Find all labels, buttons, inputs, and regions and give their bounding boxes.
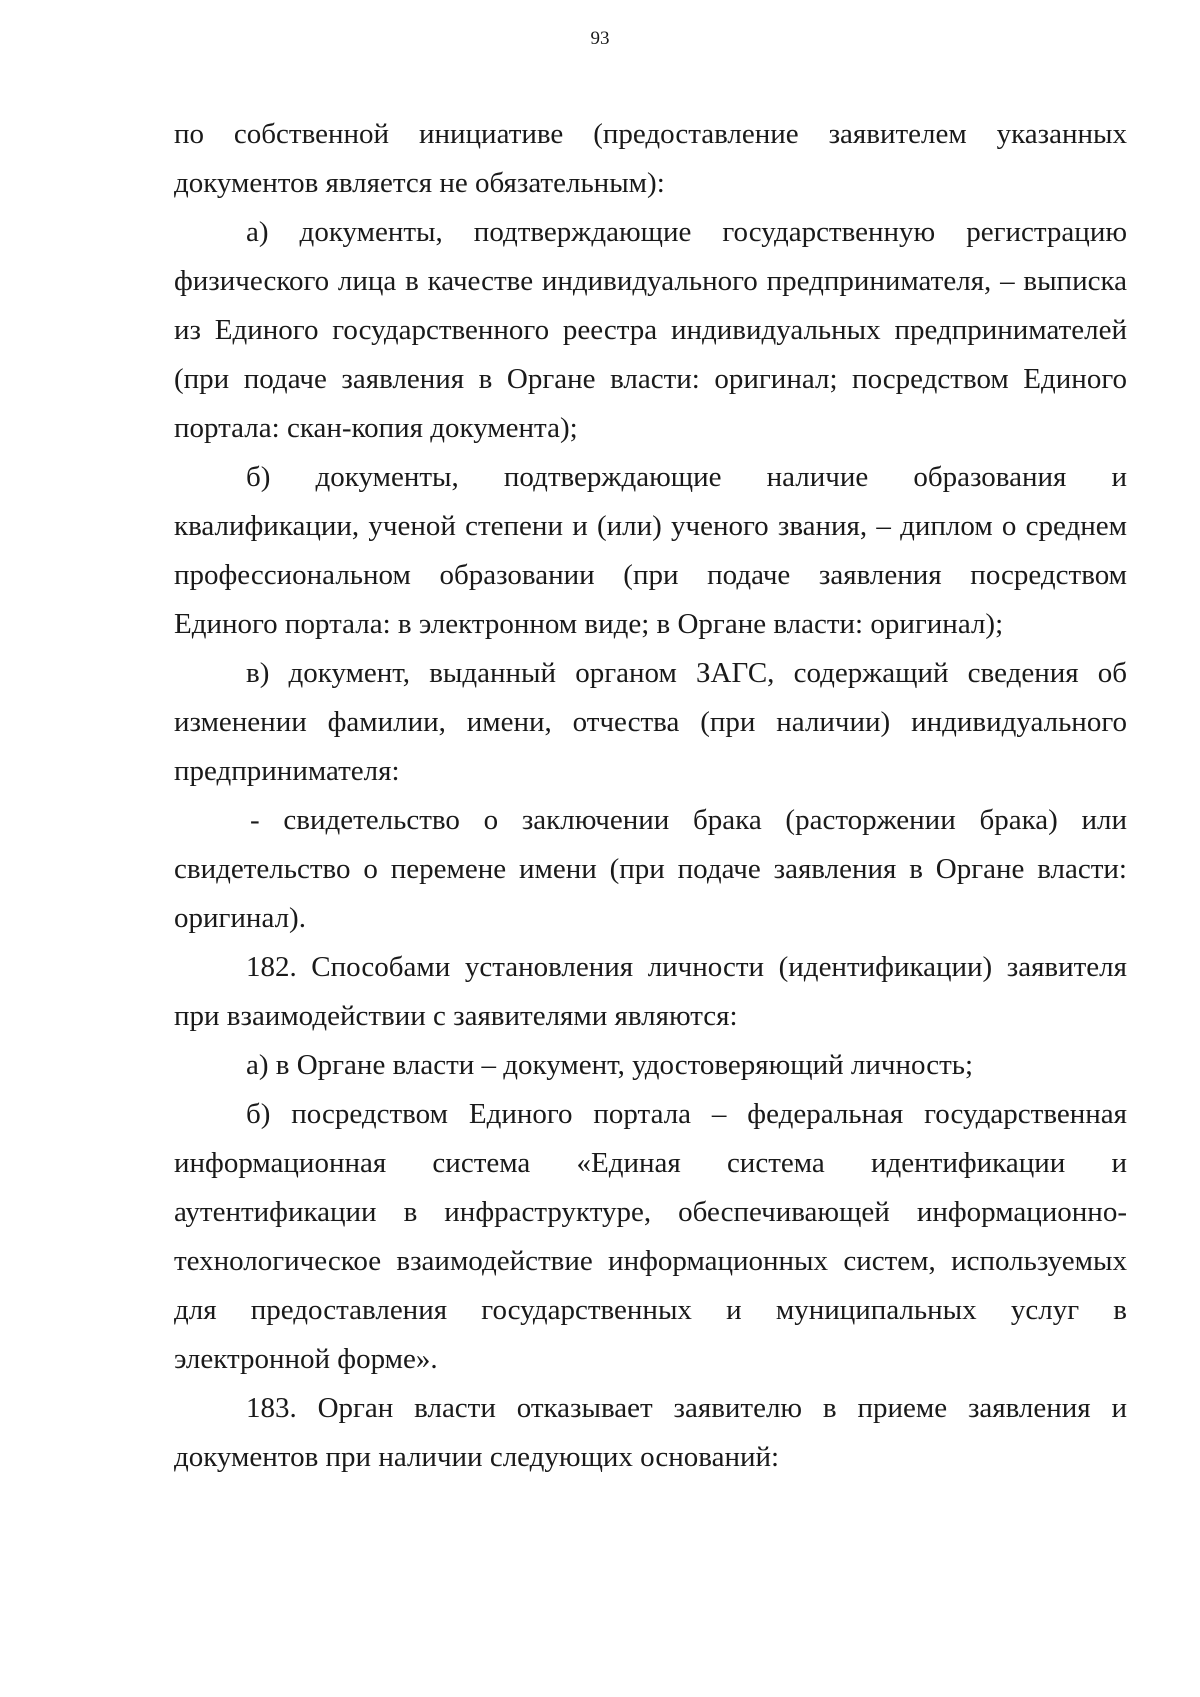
paragraph-182: 182. Способами установления личности (идентификации) заявителя при взаимодействии с заявителями являются: [174, 951, 1127, 1032]
paragraph-item-v: в) документ, выданный органом ЗАГС, содержащий сведения об изменении фамилии, имени, отчества (при наличии) индивидуального предпринимателя: [174, 657, 1127, 787]
paragraph-item-a: а) документы, подтверждающие государственную регистрацию физического лица в качестве индивидуального предпринимателя, – выписка из Единого государственного реестра индивидуальных предпринимателей (при подаче заявления в Органе власти: оригинал; посредством Единого портала: скан-копия документа); [174, 216, 1127, 444]
paragraph-dash-item: - свидетельство о заключении брака (расторжении брака) или свидетельство о перемене имени (при подаче заявления в Органе власти: оригинал). [174, 804, 1127, 934]
paragraph-182-item-b: б) посредством Единого портала – федеральная государственная информационная система «Единая система идентификации и аутентификации в инфраструктуре, обеспечивающей информационно-технологическое взаимодействие информационных систем, используемых для предоставления государственных и муниципальных услуг в электронной форме». [174, 1098, 1127, 1375]
paragraph-182-item-a: а) в Органе власти – документ, удостоверяющий личность; [246, 1049, 974, 1081]
paragraph-item-b: б) документы, подтверждающие наличие образования и квалификации, ученой степени и (или) ученого звания, – диплом о среднем профессиональном образовании (при подаче заявления посредством Единого портала: в электронном виде; в Органе власти: оригинал); [174, 461, 1127, 640]
document-body [174, 110, 1127, 1482]
page-number: 93 [590, 28, 610, 49]
paragraph-183: 183. Орган власти отказывает заявителю в приеме заявления и документов при наличии следующих оснований: [174, 1392, 1127, 1473]
paragraph-continuation: по собственной инициативе (предоставление заявителем указанных документов является не обязательным): [174, 118, 1127, 199]
